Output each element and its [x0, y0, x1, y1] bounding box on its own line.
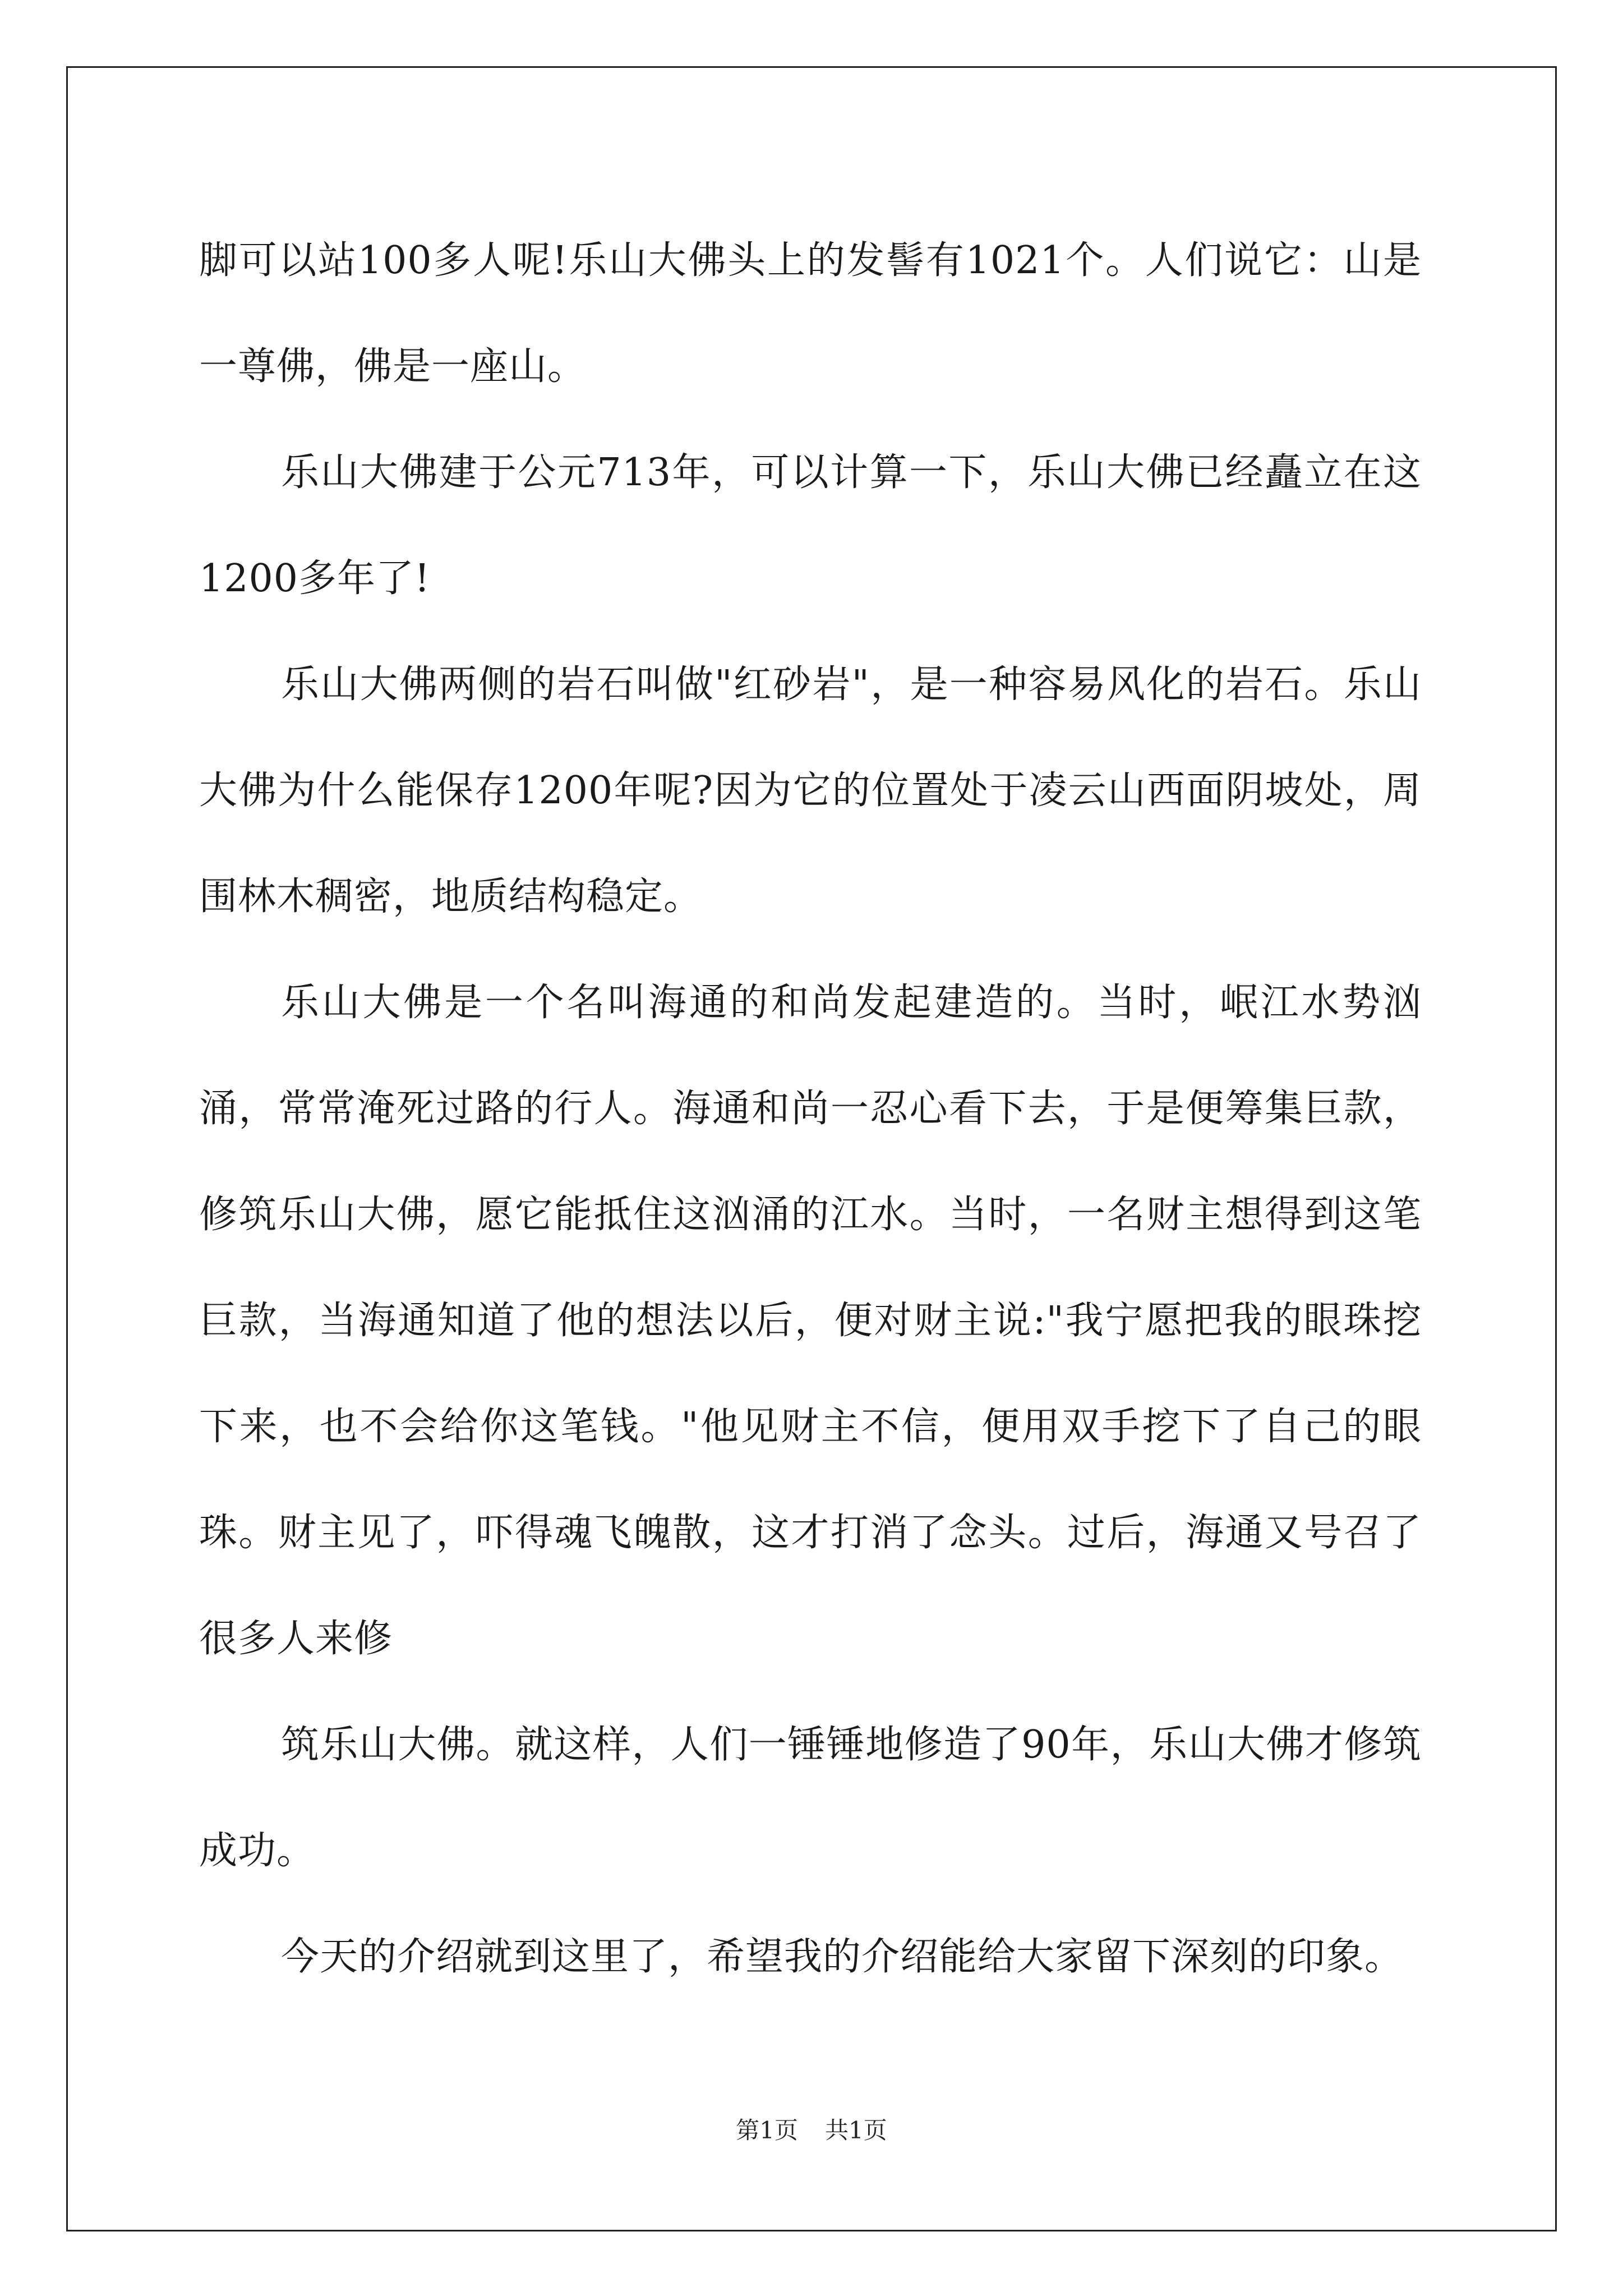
paragraph-6: 今天的介绍就到这里了，希望我的介绍能给大家留下深刻的印象。: [281, 1935, 1404, 1979]
paragraph-4: 乐山大佛是一个名叫海通的和尚发起建造的。当时，岷江水势汹涌，常常淹死过路的行人。海通和尚一忍心看下去，于是便筹集巨款，修筑乐山大佛，愿它能抵住这汹涌的江水。当时，一名财主想得到这笔巨款，当海通知道了他的想法以后，便对财主说:"我宁愿把我的眼珠挖下来，也不会给你这笔钱。"他见财主不信，便用双手挖下了自己的眼珠。财主见了，吓得魂飞魄散，这才打消了念头。过后，海通又号召了很多人来修: [199, 981, 1422, 1661]
paragraph-1: 脚可以站100多人呢!乐山大佛头上的发髻有1021个。人们说它：山是一尊佛，佛是一座山。: [199, 238, 1422, 389]
page-number-total: 共1页: [825, 2116, 887, 2144]
page-number-current: 第1页: [736, 2116, 798, 2144]
document-body: [199, 208, 1422, 2010]
page-footer: [0, 2112, 1623, 2146]
paragraph-3: 乐山大佛两侧的岩石叫做"红砂岩"，是一种容易风化的岩石。乐山大佛为什么能保存1200年呢?因为它的位置处于凌云山西面阴坡处，周围林木稠密，地质结构稳定。: [199, 662, 1422, 919]
paragraph-5: 筑乐山大佛。就这样，人们一锤锤地修造了90年，乐山大佛才修筑成功。: [199, 1723, 1422, 1873]
paragraph-2: 乐山大佛建于公元713年，可以计算一下，乐山大佛已经矗立在这1200多年了!: [199, 450, 1422, 601]
